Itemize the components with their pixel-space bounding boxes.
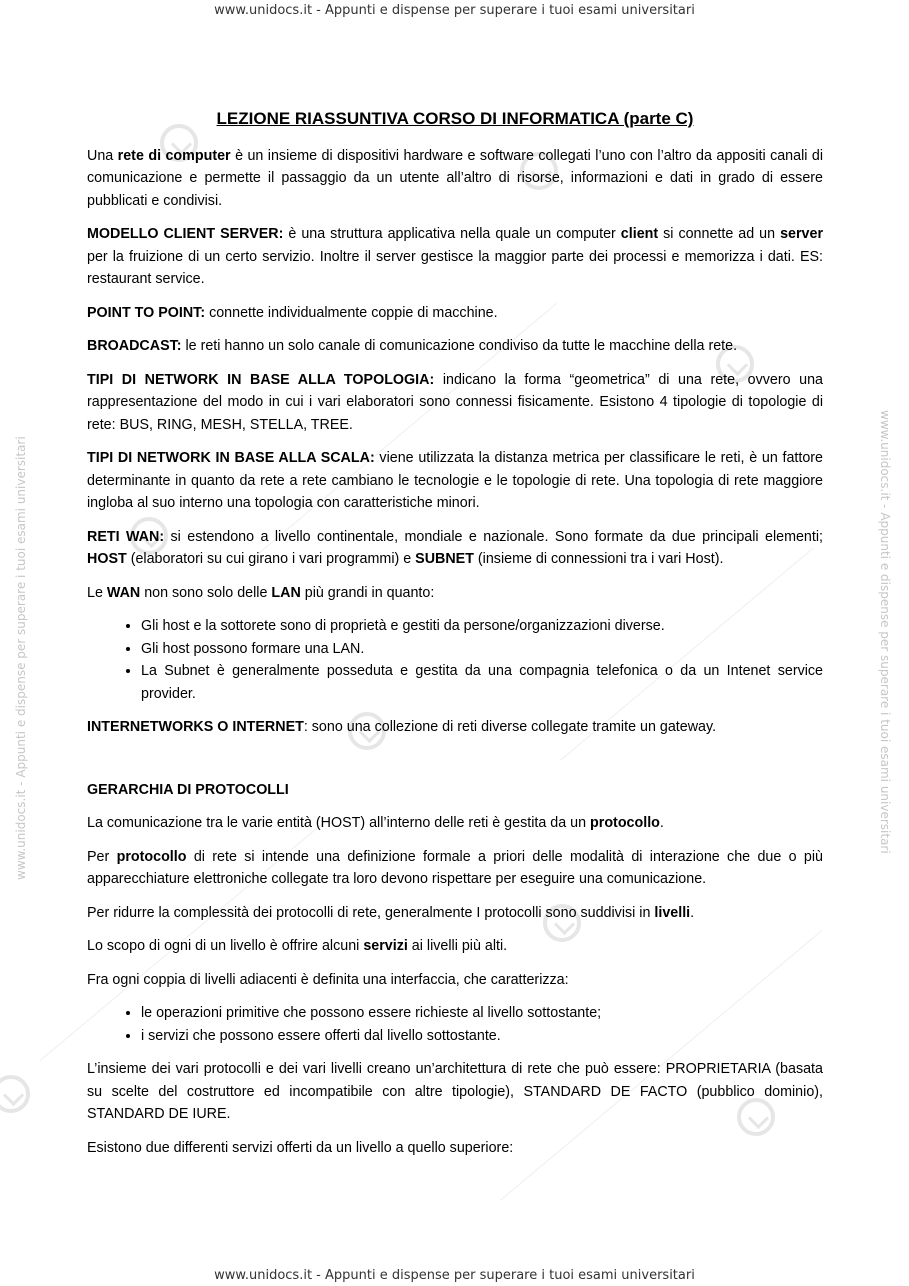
paragraph-internetworks: INTERNETWORKS O INTERNET: sono una collezione di reti diverse collegate tramite un gateway.	[87, 719, 717, 735]
paragraph-topologia: TIPI DI NETWORK IN BASE ALLA TOPOLOGIA: indicano la forma “geometrica” di una rete, ovvero una rappresentazione del modo in cui i vari elaboratori sono connessi fisicamente. Esistono 4 tipologie di topologie di rete: BUS, RING, MESH, STELLA, TREE.	[87, 371, 824, 433]
paragraph-wan-lan: Le WAN non sono solo delle LAN più grandi in quanto:	[87, 584, 435, 601]
paragraph-servizi-livello: Esistono due differenti servizi offerti da un livello a quello superiore:	[87, 1139, 514, 1156]
list-item: • Gli host possono formare una LAN.	[141, 638, 823, 661]
watermark-side-right: www.unidocs.it - Appunti e dispense per superare i tuoi esami universitari	[878, 410, 892, 854]
paragraph-rete: Una rete di computer è un insieme di dispositivi hardware e software collegati l’uno con l’altro da appositi canali di comunicazione e permette il passaggio da un utente all’altro di risorse, informazioni e dati in grado di essere pubblicati e condivisi.	[87, 147, 824, 209]
section-heading: GERARCHIA DI PROTOCOLLI	[87, 781, 289, 798]
document-body	[87, 108, 823, 1170]
paragraph-client-server: MODELLO CLIENT SERVER: è una struttura applicativa nella quale un computer client si connette ad un server per la fruizione di un certo servizio. Inoltre il server gestisce la maggior parte dei processi e memorizza i dati. ES: restaurant service.	[87, 226, 824, 287]
bullet-list-interfaccia	[87, 1002, 823, 1047]
paragraph-reti-wan: RETI WAN: si estendono a livello continentale, mondiale e nazionale. Sono formate da due principali elementi; HOST (elaboratori su cui girano i vari programmi) e SUBNET (insieme di connessioni tra i vari Host).	[87, 528, 824, 567]
list-item: • La Subnet è generalmente posseduta e gestita da una compagnia telefonica o da un Intenet service provider.	[141, 660, 823, 705]
bullet-list-wan	[87, 615, 823, 705]
paragraph-interfaccia: Fra ogni coppia di livelli adiacenti è definita una interfaccia, che caratterizza:	[87, 971, 569, 988]
paragraph-point-to-point: POINT TO POINT: connette individualmente coppie di macchine.	[87, 304, 498, 321]
paragraph-livelli: Per ridurre la complessità dei protocolli di rete, generalmente I protocolli sono suddivisi in livelli.	[87, 904, 695, 921]
paragraph-architettura: L’insieme dei vari protocolli e dei vari livelli creano un’architettura di rete che può essere: PROPRIETARIA (basata su scelte del costruttore ed incompatibile con altre tipologie), STANDARD DE FACTO (pubblico dominio), STANDARD DE IURE.	[87, 1061, 823, 1122]
paragraph-scala: TIPI DI NETWORK IN BASE ALLA SCALA: viene utilizzata la distanza metrica per classificare le reti, è un fattore determinante in quanto da rete a rete cambiano le tecnologie e le topologie di rete. Una topologia di rete maggiore ingloba al suo interno una topologia con caratteristiche minori.	[87, 450, 824, 511]
list-item: • Gli host e la sottorete sono di proprietà e gestiti da persone/organizzazioni diverse.	[141, 615, 823, 638]
list-item: • i servizi che possono essere offerti dal livello sottostante.	[141, 1025, 823, 1048]
watermark-header-text: www.unidocs.it - Appunti e dispense per superare i tuoi esami universitari	[214, 3, 695, 18]
paragraph-comunicazione: La comunicazione tra le varie entità (HOST) all’interno delle reti è gestita da un protocollo.	[87, 815, 664, 831]
watermark-header	[0, 3, 909, 18]
watermark-footer-text: www.unidocs.it - Appunti e dispense per superare i tuoi esami universitari	[214, 1268, 695, 1283]
watermark-footer	[0, 1268, 909, 1283]
list-item: • le operazioni primitive che possono essere richieste al livello sottostante;	[141, 1002, 823, 1025]
watermark-side-left: www.unidocs.it - Appunti e dispense per superare i tuoi esami universitari	[14, 436, 28, 880]
document-title: LEZIONE RIASSUNTIVA CORSO DI INFORMATICA (parte C)	[216, 109, 694, 128]
paragraph-broadcast: BROADCAST: le reti hanno un solo canale di comunicazione condiviso da tutte le macchine della rete.	[87, 338, 738, 354]
watermark-logo-icon	[0, 1075, 30, 1113]
paragraph-protocollo: Per protocollo di rete si intende una definizione formale a priori delle modalità di interazione che due o più apparecchiature elettroniche collegate tra loro devono rispettare per eseguire una comunicazione.	[87, 848, 823, 887]
paragraph-servizi: Lo scopo di ogni di un livello è offrire alcuni servizi ai livelli più alti.	[87, 938, 508, 954]
